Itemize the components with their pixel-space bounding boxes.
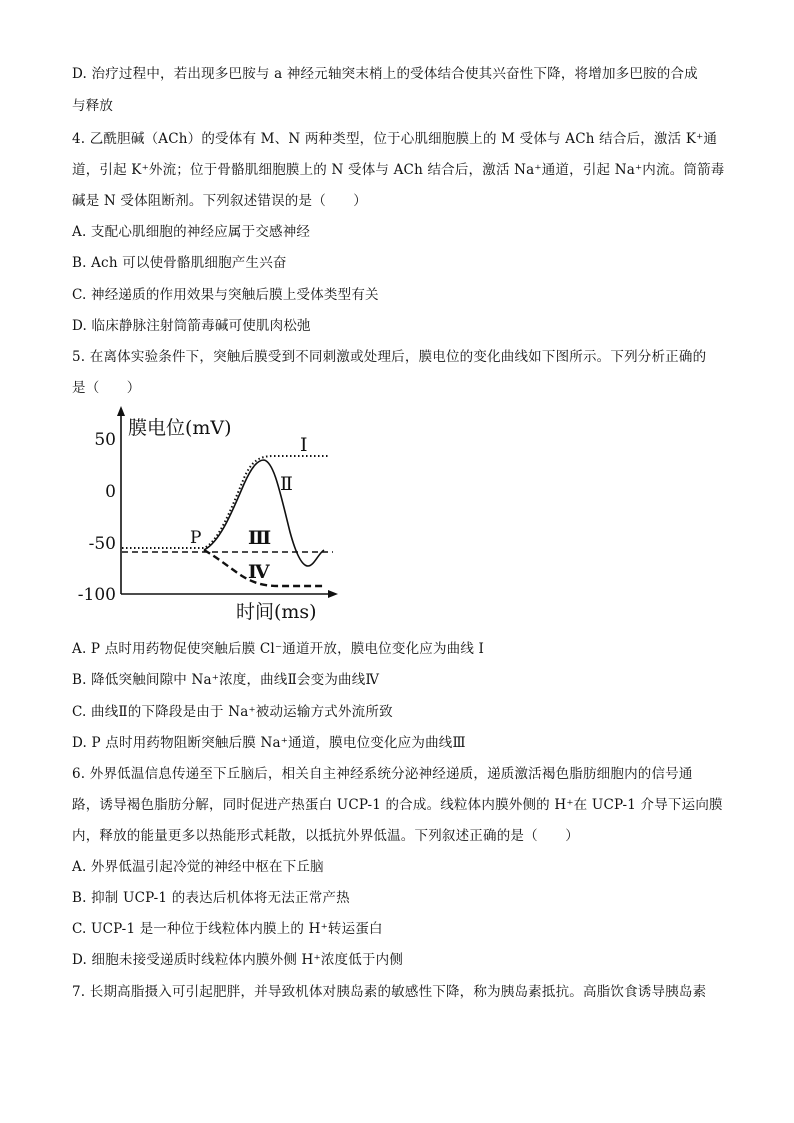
y-axis-label: 膜电位(mV) (128, 417, 232, 439)
curve-label-i: Ⅰ (300, 434, 308, 456)
q5-option-d: D. P 点时用药物阻断突触后膜 Na⁺通道，膜电位变化应为曲线Ⅲ (72, 735, 466, 751)
q6-option-d: D. 细胞未接受递质时线粒体内膜外侧 H⁺浓度低于内侧 (72, 952, 404, 968)
q3-option-d-line1: D. 治疗过程中，若出现多巴胺与 a 神经元轴突末梢上的受体结合使其兴奋性下降，将增加多巴胺的合成 (72, 66, 698, 82)
x-axis-arrow (328, 590, 338, 598)
q4-option-d: D. 临床静脉注射筒箭毒碱可使肌肉松弛 (72, 318, 311, 334)
membrane-potential-graph (68, 402, 340, 628)
q4-stem-line2: 道，引起 K⁺外流；位于骨骼肌细胞膜上的 N 受体与 ACh 结合后，激活 Na⁺通道，引起 Na⁺内流。筒箭毒 (72, 162, 725, 178)
x-axis-label: 时间(ms) (236, 601, 317, 623)
q7-stem-line1: 7. 长期高脂摄入可引起肥胖，并导致机体对胰岛素的敏感性下降，称为胰岛素抵抗。高脂饮食诱导胰岛素 (72, 984, 707, 1000)
q4-stem-line1: 4. 乙酰胆碱（ACh）的受体有 M、N 两种类型，位于心肌细胞膜上的 M 受体与 ACh 结合后，激活 K⁺通 (72, 131, 718, 147)
y-tick-minus100: -100 (77, 585, 116, 605)
curve-i (122, 456, 330, 548)
y-tick-minus50: -50 (88, 534, 116, 554)
q5-stem-line2: 是（ ） (72, 380, 141, 396)
curve-label-iii: Ⅲ (248, 527, 272, 549)
q6-stem-line3: 内，释放的能量更多以热能形式耗散，以抵抗外界低温。下列叙述正确的是（ ） (72, 828, 579, 844)
curve-ii (204, 460, 324, 566)
q5-option-a: A. P 点时用药物促使突触后膜 Cl⁻通道开放，膜电位变化应为曲线 I (72, 641, 485, 657)
y-tick-50: 50 (94, 430, 116, 450)
curve-label-ii: Ⅱ (280, 473, 293, 495)
q6-stem-line1: 6. 外界低温信息传递至下丘脑后，相关自主神经系统分泌神经递质，递质激活褐色脂肪细胞内的信号通 (72, 766, 693, 782)
q5-option-b: B. 降低突触间隙中 Na⁺浓度，曲线Ⅱ会变为曲线Ⅳ (72, 672, 380, 688)
q6-option-b: B. 抑制 UCP-1 的表达后机体将无法正常产热 (72, 890, 350, 906)
y-axis-arrow (117, 406, 125, 416)
q4-stem-line3: 碱是 N 受体阻断剂。下列叙述错误的是（ ） (72, 193, 367, 209)
q6-stem-line2: 路，诱导褐色脂肪分解，同时促进产热蛋白 UCP-1 的合成。线粒体内膜外侧的 H⁺在 UCP-1 介导下运向膜 (72, 797, 723, 813)
q4-option-a: A. 支配心肌细胞的神经应属于交感神经 (72, 224, 311, 240)
graph-svg (68, 402, 340, 628)
q3-option-d-line2: 与释放 (72, 98, 114, 114)
q4-option-b: B. Ach 可以使骨骼肌细胞产生兴奋 (72, 255, 287, 271)
q6-option-a: A. 外界低温引起冷觉的神经中枢在下丘脑 (72, 859, 324, 875)
q5-option-c: C. 曲线Ⅱ的下降段是由于 Na⁺被动运输方式外流所致 (72, 704, 393, 720)
q6-option-c: C. UCP-1 是一种位于线粒体内膜上的 H⁺转运蛋白 (72, 921, 383, 937)
curve-label-iv: Ⅳ (248, 561, 270, 583)
y-tick-0: 0 (105, 482, 116, 502)
point-p-label: P (190, 528, 202, 548)
q5-stem-line1: 5. 在离体实验条件下，突触后膜受到不同刺激或处理后，膜电位的变化曲线如下图所示。下列分析正确的 (72, 349, 707, 365)
q4-option-c: C. 神经递质的作用效果与突触后膜上受体类型有关 (72, 287, 379, 303)
